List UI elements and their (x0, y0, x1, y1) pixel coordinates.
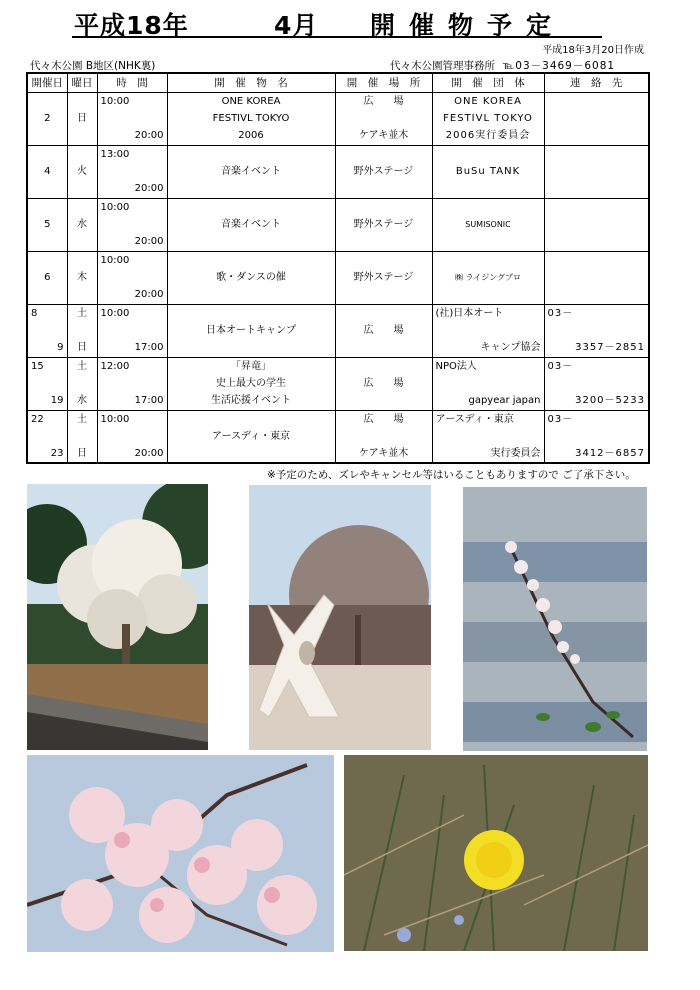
event-name-line: FESTIVL TOKYO (212, 112, 290, 124)
column-header-day: 曜日 (67, 73, 97, 92)
cell-day (67, 145, 97, 198)
event-place: 野外ステージ (353, 218, 414, 230)
time-start: 10:00 (100, 307, 130, 319)
time-end: 20:00 (134, 182, 164, 194)
time-start: 13:00 (100, 148, 130, 160)
organizer-line: (社)日本オート (435, 307, 504, 319)
cell-organizer (432, 410, 544, 463)
cell-contact (544, 145, 649, 198)
organizer-line: ONE KOREA (454, 95, 522, 107)
title-month: 4月 (274, 11, 319, 40)
table-row (27, 251, 649, 304)
time-start: 10:00 (100, 95, 130, 107)
event-date-end: 23 (50, 447, 64, 459)
title-year: 平成18年 (74, 11, 189, 40)
cell-time (97, 304, 167, 357)
cell-date (27, 92, 67, 145)
location: 代々木公園 B地区(NHK裏) (30, 60, 156, 72)
organizer-line: キャンプ協会 (480, 341, 541, 353)
time-end: 20:00 (134, 447, 164, 459)
time-end: 20:00 (134, 235, 164, 247)
table-row (27, 304, 649, 357)
cell-organizer (432, 357, 544, 410)
event-name: 日本オートキャンプ (206, 324, 296, 336)
contact-prefix: 03－ (547, 307, 574, 319)
time-start: 10:00 (100, 413, 130, 425)
event-place: 広 場 (363, 95, 404, 107)
sculpture-tree-photo (249, 485, 431, 750)
created-date: 平成18年3月20日作成 (542, 45, 644, 56)
footnote: ※予定のため、ズレやキャンセル等はいることもありますので ご了承下さい。 (267, 469, 636, 481)
event-place: ケアキ並木 (358, 129, 409, 141)
event-date-end: 19 (50, 394, 64, 406)
contact-number: 3200－5233 (575, 394, 645, 406)
event-date-start: 22 (31, 413, 44, 425)
event-name-line: ONE KOREA (221, 95, 281, 107)
cell-organizer (432, 92, 544, 145)
cell-place (335, 410, 432, 463)
column-header-date: 開催日 (27, 73, 67, 92)
plum-blossom-photo (463, 487, 647, 751)
cell-event (167, 357, 335, 410)
cell-time (97, 357, 167, 410)
event-place: 野外ステージ (353, 165, 414, 177)
event-date-start: 15 (31, 360, 44, 372)
cell-organizer (432, 145, 544, 198)
cell-date (27, 198, 67, 251)
event-name-line: 生活応援イベント (211, 394, 291, 406)
event-day-end: 日 (77, 341, 87, 353)
cell-time (97, 145, 167, 198)
cell-day (67, 410, 97, 463)
event-name: アースディ・東京 (211, 430, 291, 442)
time-start: 12:00 (100, 360, 130, 372)
event-name-line: 2006 (238, 129, 264, 141)
event-date: 5 (44, 218, 51, 230)
organizer-line: NPO法人 (435, 360, 477, 372)
cell-organizer (432, 304, 544, 357)
table-header-row (27, 73, 649, 92)
event-date-end: 9 (57, 341, 64, 353)
column-header-time: 時 間 (97, 73, 167, 92)
title-name: 開催物予定 (370, 11, 566, 40)
organizer-line: gapyear japan (468, 394, 541, 406)
schedule-table (26, 72, 650, 464)
column-header-contact: 連 絡 先 (544, 73, 649, 92)
event-place: 広 場 (363, 324, 404, 336)
page-title (72, 4, 602, 38)
time-end: 17:00 (134, 394, 164, 406)
contact-number: 3412－6857 (575, 447, 645, 459)
event-date: 4 (44, 165, 51, 177)
management-office: 代々木公園管理事務所 (390, 60, 495, 72)
organizer-line: 実行委員会 (490, 447, 541, 459)
event-name: 音楽イベント (221, 218, 281, 230)
column-header-event: 開 催 物 名 (167, 73, 335, 92)
event-name-line: 「昇竜」 (231, 360, 271, 372)
cell-organizer (432, 251, 544, 304)
cell-date (27, 357, 67, 410)
event-place: ケアキ並木 (358, 447, 409, 459)
organizer-line: アースディ・東京 (435, 413, 514, 425)
event-name: 音楽イベント (221, 165, 281, 177)
cell-time (97, 92, 167, 145)
cell-date (27, 251, 67, 304)
organizer: ㈱ ライジングプロ (455, 272, 521, 282)
cell-contact (544, 410, 649, 463)
office-phone: ℡03－3469－6081 (503, 60, 616, 72)
table-row (27, 357, 649, 410)
event-date: 6 (44, 271, 51, 283)
event-place: 広 場 (363, 377, 404, 389)
table-row (27, 198, 649, 251)
contact-prefix: 03－ (547, 413, 574, 425)
cell-contact (544, 251, 649, 304)
cell-place (335, 304, 432, 357)
cell-day (67, 357, 97, 410)
cell-time (97, 198, 167, 251)
cell-day (67, 92, 97, 145)
event-day: 木 (77, 271, 87, 283)
contact-prefix: 03－ (547, 360, 574, 372)
cell-day (67, 304, 97, 357)
organizer-line: 2006実行委員会 (445, 129, 531, 141)
cell-date (27, 410, 67, 463)
event-date-start: 8 (31, 307, 38, 319)
event-day: 水 (77, 218, 87, 230)
cell-day (67, 198, 97, 251)
event-date: 2 (44, 112, 51, 124)
cell-event (167, 145, 335, 198)
table-row (27, 92, 649, 145)
organizer-line: FESTIVL TOKYO (443, 112, 533, 124)
event-day: 日 (77, 112, 87, 124)
cell-place (335, 198, 432, 251)
cell-organizer (432, 198, 544, 251)
event-day: 火 (77, 165, 87, 177)
column-header-place: 開 催 場 所 (335, 73, 432, 92)
cell-event (167, 92, 335, 145)
time-start: 10:00 (100, 254, 130, 266)
cell-contact (544, 357, 649, 410)
time-start: 10:00 (100, 201, 130, 213)
event-day-end: 日 (77, 447, 87, 459)
event-name-line: 史上最大の学生 (216, 377, 286, 389)
cell-event (167, 251, 335, 304)
cell-place (335, 92, 432, 145)
cell-event (167, 410, 335, 463)
cell-place (335, 251, 432, 304)
cell-event (167, 304, 335, 357)
time-end: 17:00 (134, 341, 164, 353)
cell-date (27, 145, 67, 198)
cell-contact (544, 92, 649, 145)
column-header-organizer: 開 催 団 体 (432, 73, 544, 92)
organizer: BuSu TANK (455, 165, 521, 177)
magnolia-tree-photo (27, 484, 208, 750)
cell-event (167, 198, 335, 251)
table-row (27, 145, 649, 198)
event-day-start: 土 (77, 413, 87, 425)
event-place: 広 場 (363, 413, 404, 425)
cell-time (97, 251, 167, 304)
event-day-start: 土 (77, 360, 87, 372)
cell-day (67, 251, 97, 304)
cherry-blossom-photo (27, 755, 334, 952)
event-name: 歌・ダンスの催 (216, 271, 286, 283)
event-day-start: 土 (77, 307, 87, 319)
event-place: 野外ステージ (353, 271, 414, 283)
contact-number: 3357－2851 (575, 341, 645, 353)
time-end: 20:00 (134, 129, 164, 141)
cell-time (97, 410, 167, 463)
time-end: 20:00 (134, 288, 164, 300)
cell-date (27, 304, 67, 357)
table-row (27, 410, 649, 463)
dandelion-photo (344, 755, 648, 951)
cell-place (335, 357, 432, 410)
cell-contact (544, 304, 649, 357)
organizer: SUMISONIC (465, 219, 511, 229)
cell-contact (544, 198, 649, 251)
cell-place (335, 145, 432, 198)
event-day-end: 水 (77, 394, 87, 406)
